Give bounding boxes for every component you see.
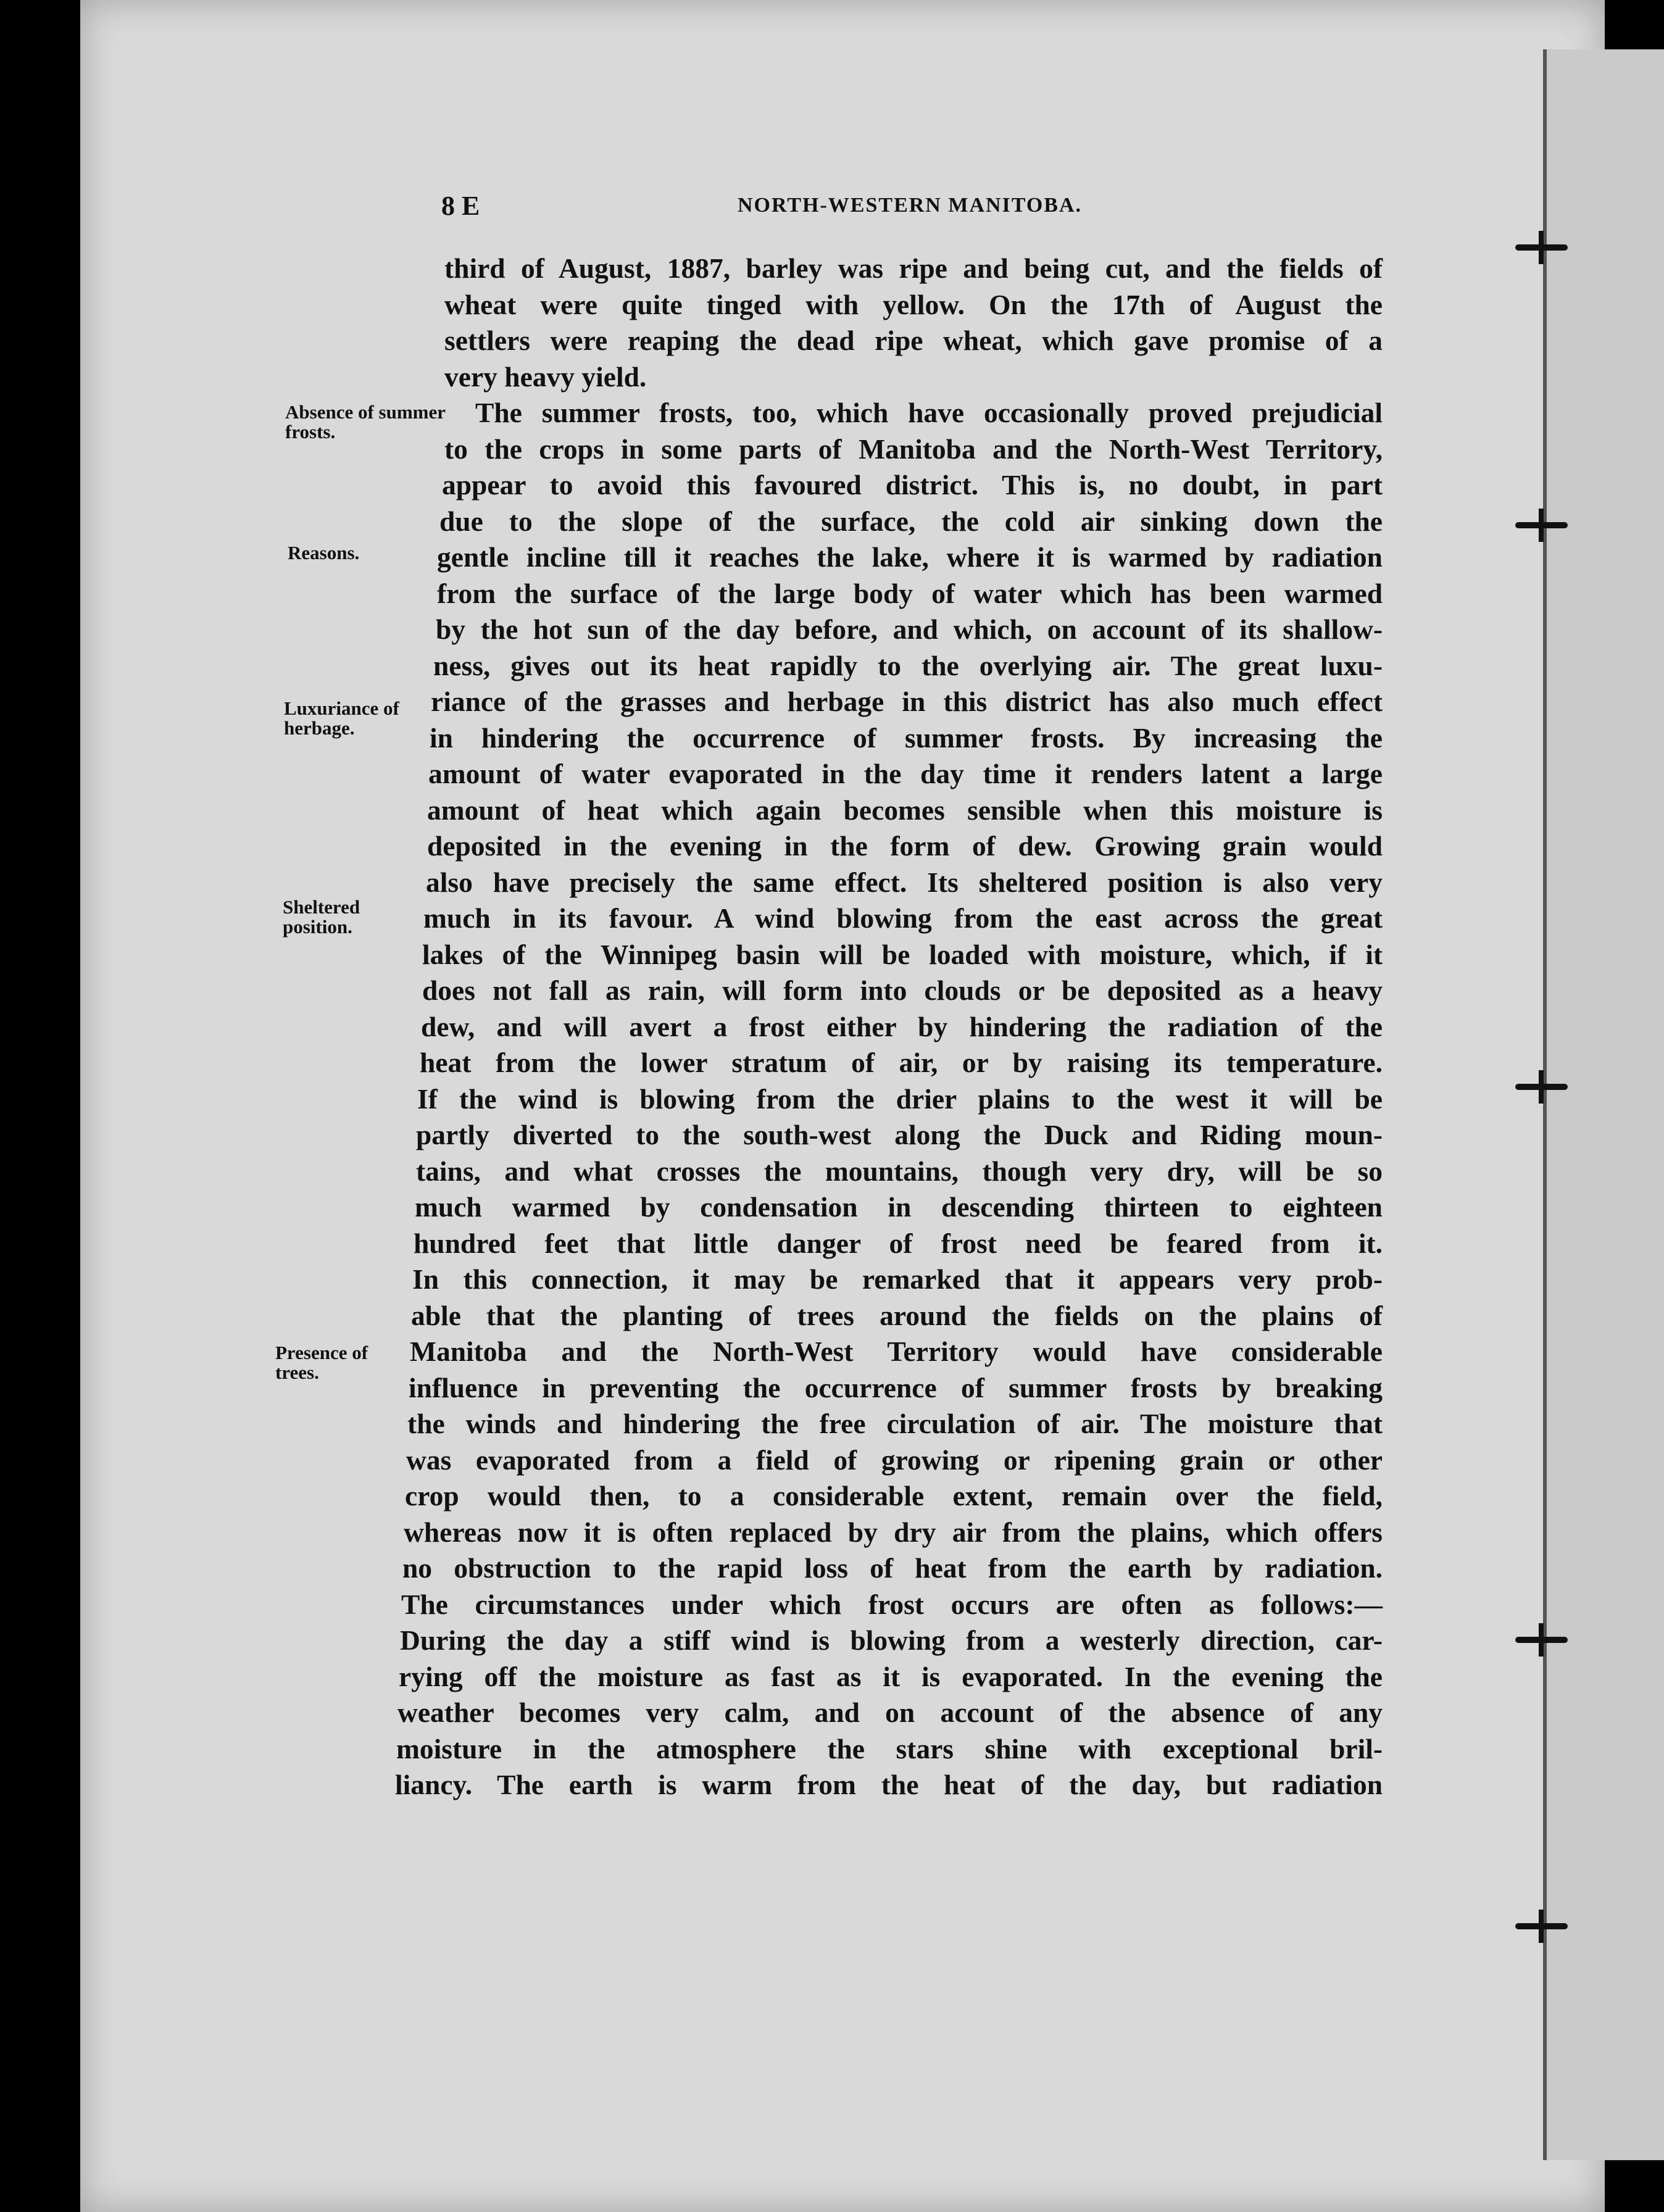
binding-mark	[1515, 1637, 1568, 1643]
text-line: weather becomes very calm, and on account of the absence of any	[397, 1697, 1383, 1728]
text-line: in hindering the occurrence of summer frosts. By increasing the	[430, 721, 1383, 754]
text-line: tains, and what crosses the mountains, though very dry, will be so	[416, 1155, 1383, 1187]
text-line: much in its favour. A wind blowing from the east across the great	[423, 902, 1383, 934]
text-line: deposited in the evening in the form of dew. Growing grain would	[427, 830, 1383, 862]
text-line: was evaporated from a field of growing or ripening grain or other	[406, 1444, 1383, 1476]
margin-note-trees: Presence of trees.	[275, 1342, 368, 1383]
text-line: liancy. The earth is warm from the heat of the day, but radiation	[395, 1769, 1383, 1800]
text-line: appear to avoid this favoured district. This is, no doubt, in part	[442, 469, 1383, 501]
text-line: lakes of the Winnipeg basin will be loaded with moisture, which, if it	[422, 938, 1383, 970]
text-line: wheat were quite tinged with yellow. On the 17th of August the	[444, 288, 1383, 320]
text-line: If the wind is blowing from the drier plains to the west it will be	[417, 1083, 1383, 1115]
text-line: very heavy yield.	[444, 360, 647, 393]
text-line: The summer frosts, too, which have occasionally proved prejudicial	[475, 397, 1383, 428]
text-line: much warmed by condensation in descending thirteen to eighteen	[415, 1191, 1383, 1223]
text-line: also have precisely the same effect. Its sheltered position is also very	[426, 866, 1383, 898]
text-line: due to the slope of the surface, the cold air sinking down the	[439, 505, 1383, 537]
text-line: rying off the moisture as fast as it is evaporated. In the evening the	[399, 1660, 1383, 1692]
text-line: partly diverted to the south-west along the Duck and Riding moun-	[416, 1119, 1383, 1150]
margin-note-reasons: Reasons.	[288, 542, 360, 563]
text-line: hundred feet that little danger of frost need be feared from it.	[414, 1227, 1383, 1259]
text-line: amount of water evaporated in the day time it renders latent a large	[428, 758, 1383, 789]
text-line: ness, gives out its heat rapidly to the overlying air. The great luxu-	[433, 649, 1383, 681]
text-line: does not fall as rain, will form into clouds or be deposited as a heavy	[422, 975, 1383, 1006]
text-line: by the hot sun of the day before, and which, on account of its shallow-	[436, 613, 1383, 645]
text-line: to the crops in some parts of Manitoba and the North-West Territory,	[444, 433, 1383, 465]
text-line: able that the planting of trees around the fields on the plains of	[411, 1299, 1383, 1331]
text-line: The circumstances under which frost occurs are often as follows:—	[401, 1588, 1383, 1620]
adjacent-page-edge	[1543, 49, 1664, 2160]
text-line: the winds and hindering the free circulation of air. The moisture that	[407, 1408, 1383, 1439]
text-line: whereas now it is often replaced by dry air from the plains, which offers	[404, 1516, 1383, 1548]
text-line: riance of the grasses and herbage in this district has also much effect	[431, 686, 1383, 717]
text-line: no obstruction to the rapid loss of heat from the earth by radiation.	[402, 1552, 1383, 1584]
text-line: dew, and will avert a frost either by hindering the radiation of the	[421, 1010, 1383, 1042]
binding-mark	[1515, 244, 1568, 251]
margin-note-sheltered: Sheltered position.	[283, 896, 360, 938]
text-line: from the surface of the large body of water which has been warmed	[437, 577, 1383, 609]
margin-note-summer-frosts: Absence of summer frosts.	[285, 401, 446, 443]
text-line: In this connection, it may be remarked that it appears very prob-	[412, 1263, 1383, 1295]
text-line: settlers were reaping the dead ripe wheat, which gave promise of a	[444, 325, 1383, 356]
text-line: crop would then, to a considerable extent, remain over the field,	[405, 1480, 1383, 1511]
binding-mark	[1515, 1084, 1568, 1090]
margin-note-herbage: Luxuriance of herbage.	[284, 697, 399, 739]
binding-mark	[1515, 522, 1568, 528]
text-line: moisture in the atmosphere the stars shine with exceptional bril-	[396, 1732, 1383, 1765]
body-text	[395, 251, 1383, 1803]
text-line: gentle incline till it reaches the lake, where it is warmed by radiation	[437, 541, 1383, 573]
text-line: During the day a stiff wind is blowing from a westerly direction, car-	[400, 1624, 1383, 1656]
page-number: 8 E	[441, 191, 480, 221]
text-line: heat from the lower stratum of air, or by raising its temperature.	[420, 1047, 1383, 1078]
page-title: NORTH-WESTERN MANITOBA.	[738, 194, 1083, 217]
running-head	[441, 190, 1386, 221]
text-line: influence in preventing the occurrence of summer frosts by breaking	[409, 1371, 1383, 1403]
binding-mark	[1515, 1923, 1568, 1929]
text-line: amount of heat which again becomes sensible when this moisture is	[427, 794, 1383, 826]
text-line: Manitoba and the North-West Territory would have considerable	[410, 1336, 1383, 1367]
text-line: third of August, 1887, barley was ripe and being cut, and the fields of	[444, 252, 1383, 284]
